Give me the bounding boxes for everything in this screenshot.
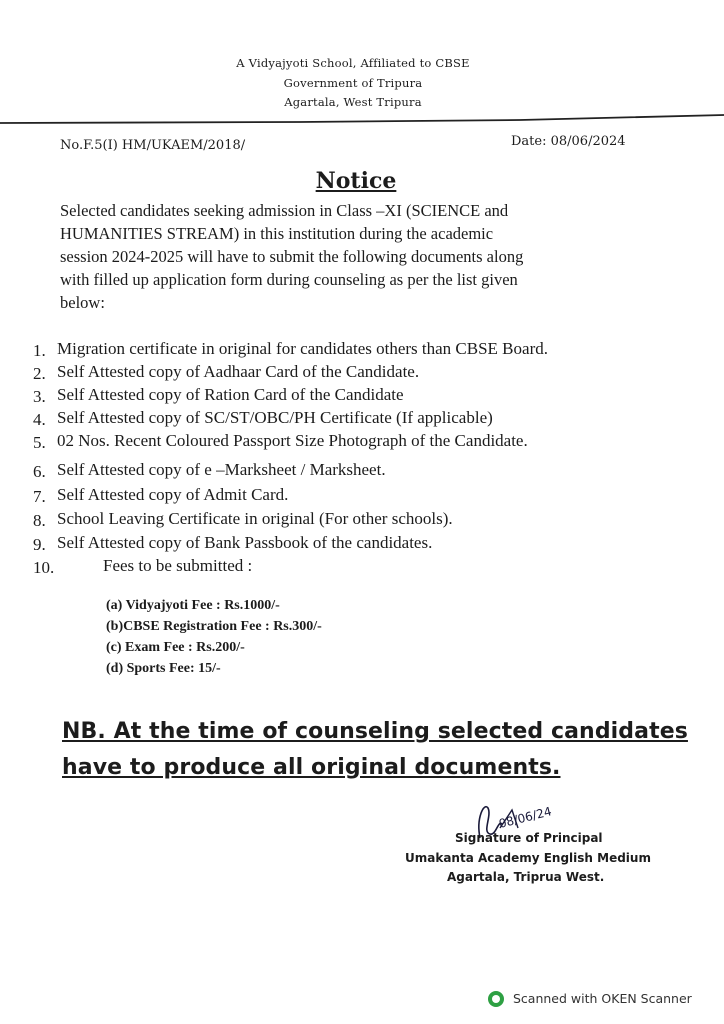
- reference-number: No.F.5(I) HM/UKAEM/2018/: [60, 138, 246, 153]
- signature-title: Signature of Principal: [455, 831, 603, 845]
- intro-line-2: HUMANITIES STREAM) in this institution during the academic: [60, 224, 494, 243]
- school-name: A Vidyajyoti School, Affiliated to CBSE: [236, 56, 470, 70]
- list-item: Fees to be submitted :: [103, 556, 253, 575]
- signature-institution: Umakanta Academy English Medium: [405, 851, 651, 865]
- intro-line-5: below:: [60, 293, 105, 312]
- list-item-number: 4.: [33, 410, 46, 429]
- scanner-watermark: Scanned with OKEN Scanner: [513, 991, 692, 1006]
- list-item-number: 6.: [33, 462, 46, 481]
- list-item: Self Attested copy of Bank Passbook of the candidates.: [57, 533, 433, 552]
- notice-date: Date: 08/06/2024: [511, 134, 626, 149]
- list-item-number: 10.: [33, 558, 55, 577]
- list-item-number: 2.: [33, 364, 46, 383]
- list-item-number: 7.: [33, 487, 46, 506]
- intro-line-3: session 2024-2025 will have to submit the following documents along: [60, 247, 524, 266]
- list-item-number: 5.: [33, 433, 46, 452]
- list-item: Migration certificate in original for candidates others than CBSE Board.: [57, 339, 548, 358]
- school-government: Government of Tripura: [283, 76, 423, 90]
- signature-location: Agartala, Triprua West.: [447, 870, 605, 884]
- nb-line-2: have to produce all original documents.: [62, 755, 561, 780]
- header-divider: [0, 112, 724, 128]
- list-item: School Leaving Certificate in original (For other schools).: [57, 509, 453, 528]
- notice-title: Notice: [315, 168, 397, 194]
- list-item-number: 8.: [33, 511, 46, 530]
- list-item: 02 Nos. Recent Coloured Passport Size Photograph of the Candidate.: [57, 431, 528, 450]
- list-item-number: 3.: [33, 387, 46, 406]
- fee-item: (b)CBSE Registration Fee : Rs.300/-: [106, 619, 322, 634]
- oken-scanner-logo-icon: [488, 991, 504, 1007]
- school-location: Agartala, West Tripura: [284, 95, 422, 109]
- list-item: Self Attested copy of Ration Card of the Candidate: [57, 385, 404, 404]
- intro-line-1: Selected candidates seeking admission in Class –XI (SCIENCE and: [60, 201, 509, 220]
- list-item: Self Attested copy of SC/ST/OBC/PH Certificate (If applicable): [57, 408, 493, 427]
- fee-item: (c) Exam Fee : Rs.200/-: [106, 640, 245, 655]
- list-item-number: 9.: [33, 535, 46, 554]
- intro-line-4: with filled up application form during counseling as per the list given: [60, 270, 518, 289]
- list-item-number: 1.: [33, 341, 46, 360]
- fee-item: (d) Sports Fee: 15/-: [106, 661, 221, 676]
- list-item: Self Attested copy of Admit Card.: [57, 485, 289, 504]
- nb-line-1: NB. At the time of counseling selected candidates: [62, 719, 688, 744]
- fee-item: (a) Vidyajyoti Fee : Rs.1000/-: [106, 598, 280, 613]
- signature-date: 08/06/24: [497, 804, 554, 831]
- list-item: Self Attested copy of Aadhaar Card of the Candidate.: [57, 362, 420, 381]
- list-item: Self Attested copy of e –Marksheet / Marksheet.: [57, 460, 386, 479]
